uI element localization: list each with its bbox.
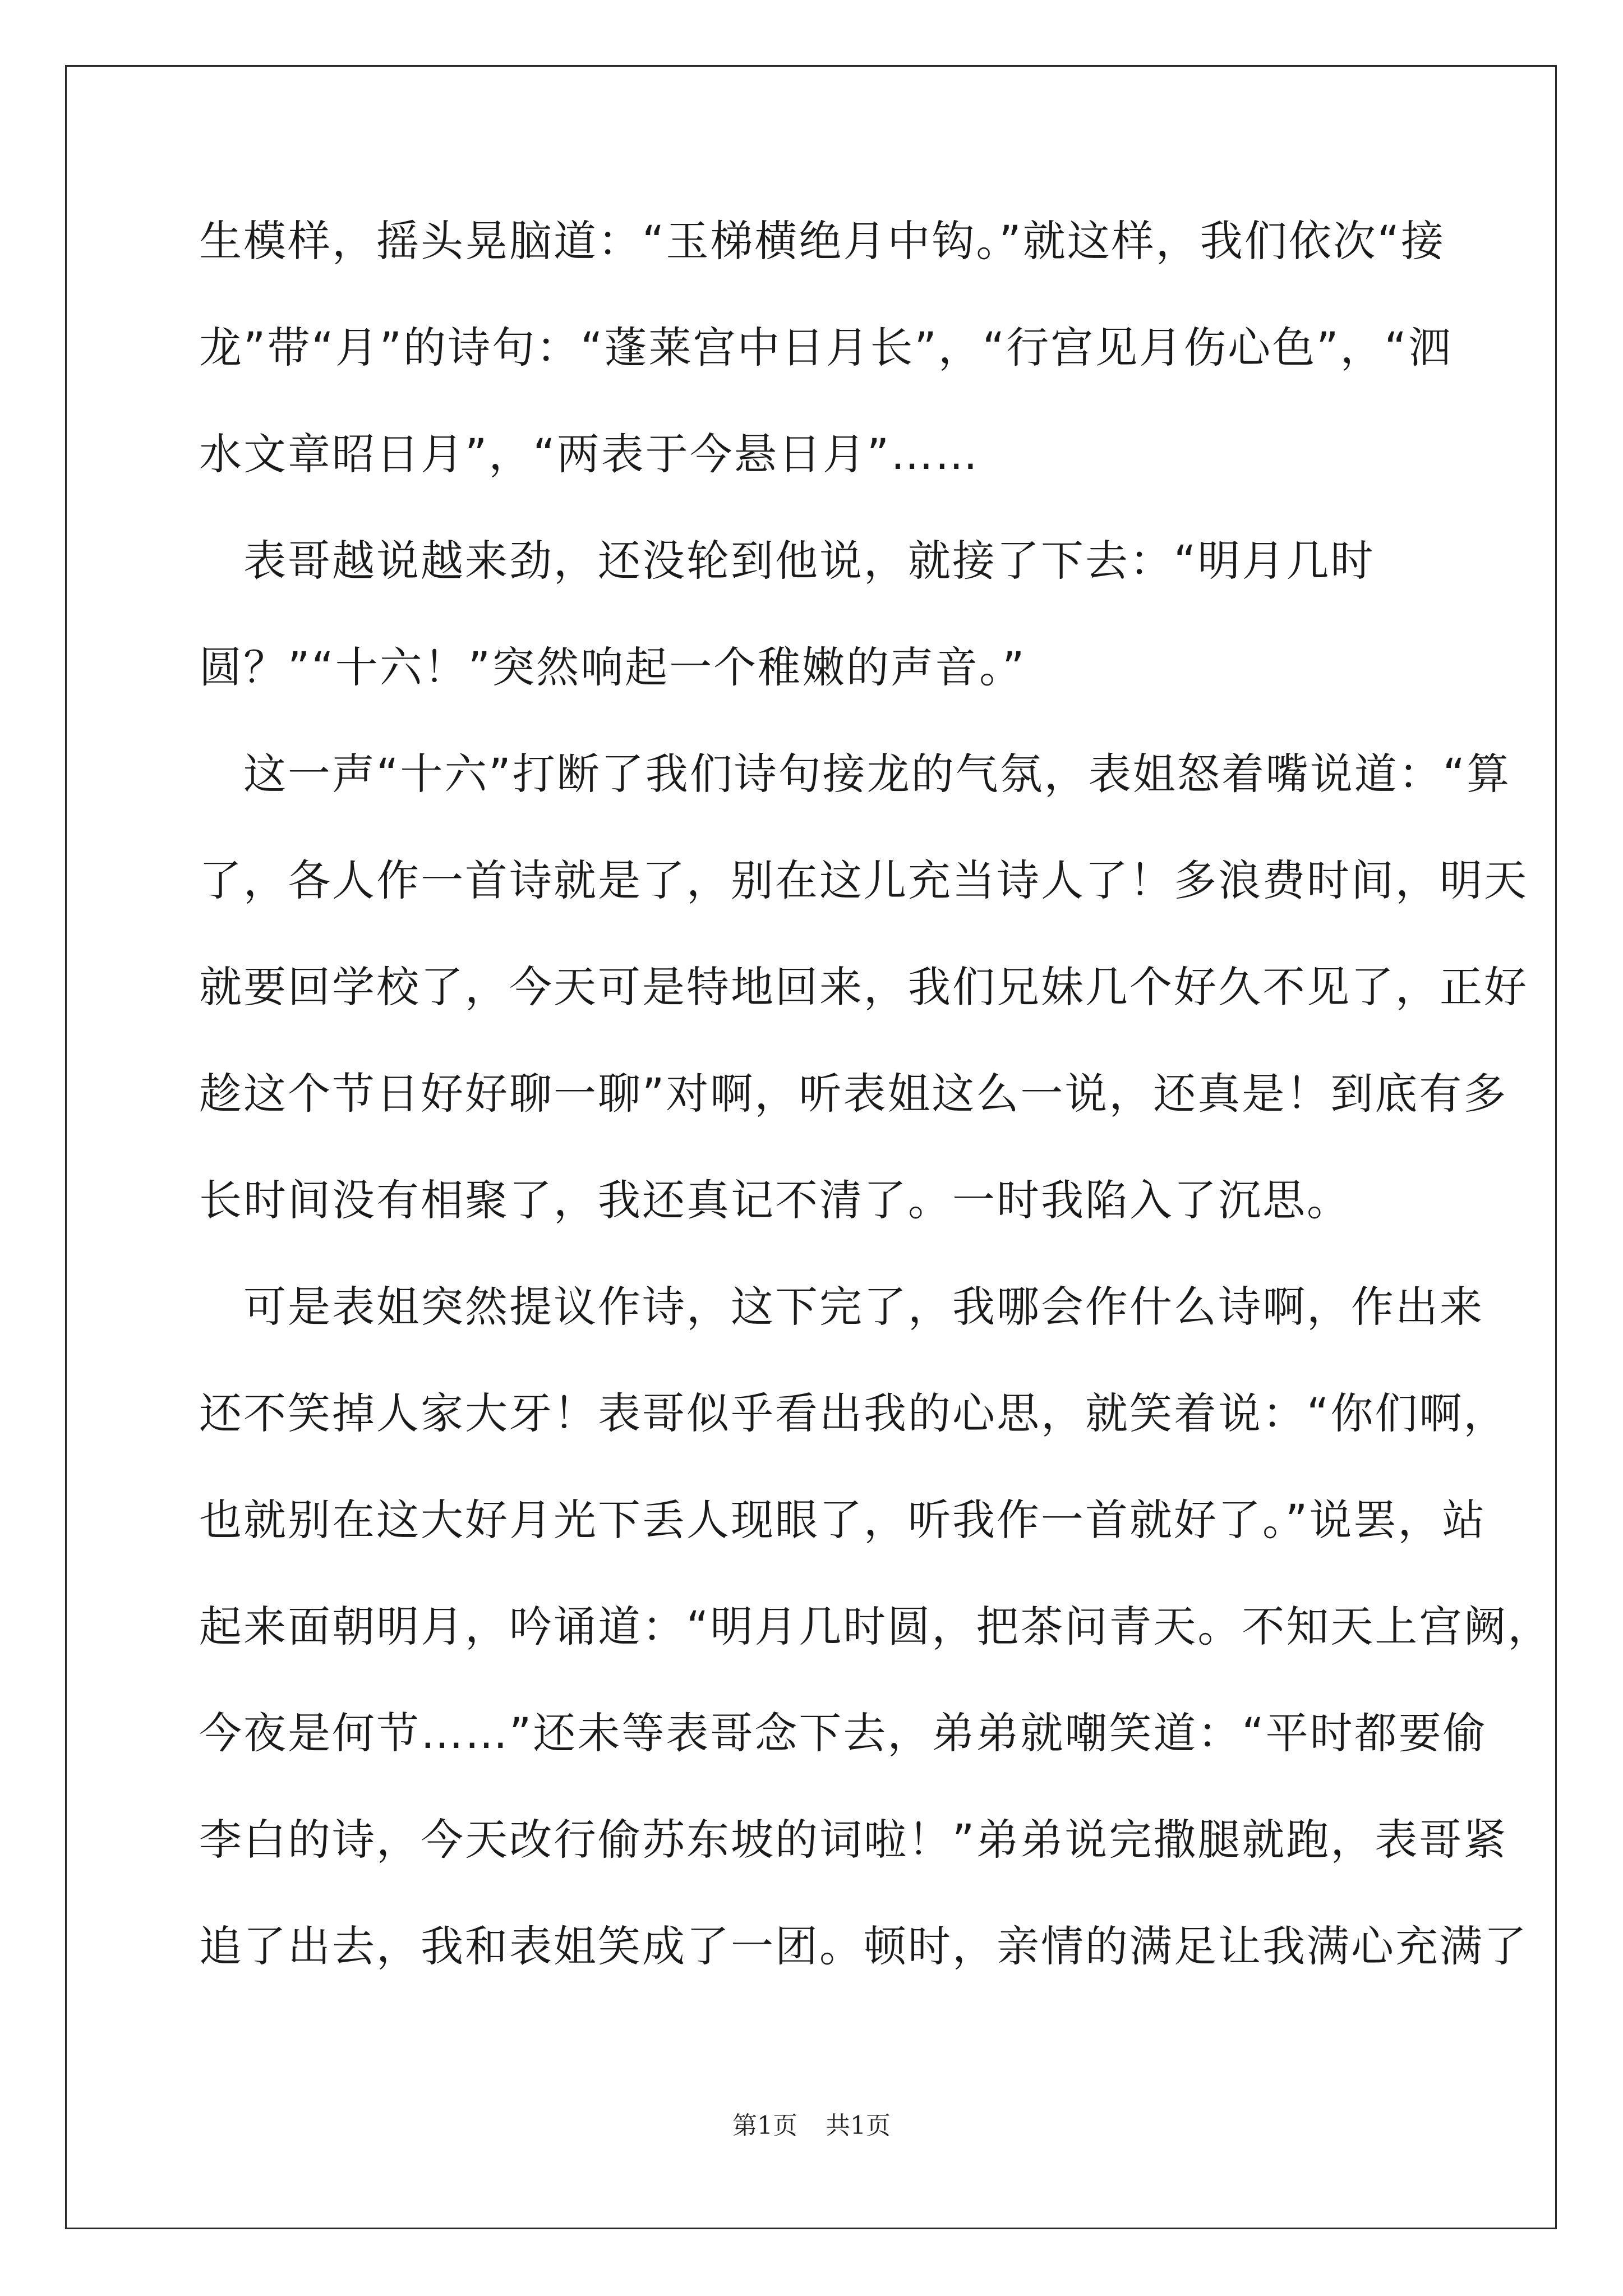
text-line-13: 也就别在这大好月光下丢人现眼了，听我作一首就好了。”说罢，站	[199, 1495, 1487, 1545]
text-line-6: 这一声“十六”打断了我们诗句接龙的气氛，表姐怒着嘴说道：“算	[199, 749, 1511, 799]
page-number-total: 共1页	[826, 2111, 891, 2140]
text-line-3: 水文章昭日月”，“两表于今悬日月”……	[199, 429, 980, 479]
text-line-4: 表哥越说越来劲，还没轮到他说，就接了下去：“明月几时	[199, 536, 1375, 586]
text-line-11: 可是表姐突然提议作诗，这下完了，我哪会作什么诗啊，作出来	[199, 1282, 1484, 1332]
text-line-14: 起来面朝明月，吟诵道：“明月几时圆，把茶问青天。不知天上宫阙，	[199, 1602, 1552, 1651]
page-footer	[0, 2109, 1623, 2143]
text-line-1: 生模样，摇头晃脑道：“玉梯横绝月中钩。”就这样，我们依次“接	[199, 216, 1446, 266]
text-line-7: 了，各人作一首诗就是了，别在这儿充当诗人了！多浪费时间，明天	[199, 855, 1528, 905]
text-line-16: 李白的诗，今天改行偷苏东坡的词啦！”弟弟说完撒腿就跑，表哥紧	[199, 1815, 1508, 1865]
text-line-8: 就要回学校了，今天可是特地回来，我们兄妹几个好久不见了，正好	[199, 962, 1528, 1012]
text-line-15: 今夜是何节……”还未等表哥念下去，弟弟就嘲笑道：“平时都要偷	[199, 1708, 1487, 1758]
text-line-2: 龙”带“月”的诗句：“蓬莱宫中日月长”，“行宫见月伤心色”，“泗	[199, 323, 1453, 372]
text-line-12: 还不笑掉人家大牙！表哥似乎看出我的心思，就笑着说：“你们啊，	[199, 1388, 1508, 1438]
page-number-current: 第1页	[732, 2111, 797, 2140]
page-border	[65, 65, 1557, 2229]
text-line-10: 长时间没有相聚了，我还真记不清了。一时我陷入了沉思。	[199, 1175, 1351, 1225]
text-line-5: 圆？”“十六！”突然响起一个稚嫩的声音。”	[199, 642, 1026, 692]
text-line-17: 追了出去，我和表姐笑成了一团。顿时，亲情的满足让我满心充满了	[199, 1921, 1528, 1971]
text-line-9: 趁这个节日好好聊一聊”对啊，听表姐这么一说，还真是！到底有多	[199, 1069, 1508, 1119]
